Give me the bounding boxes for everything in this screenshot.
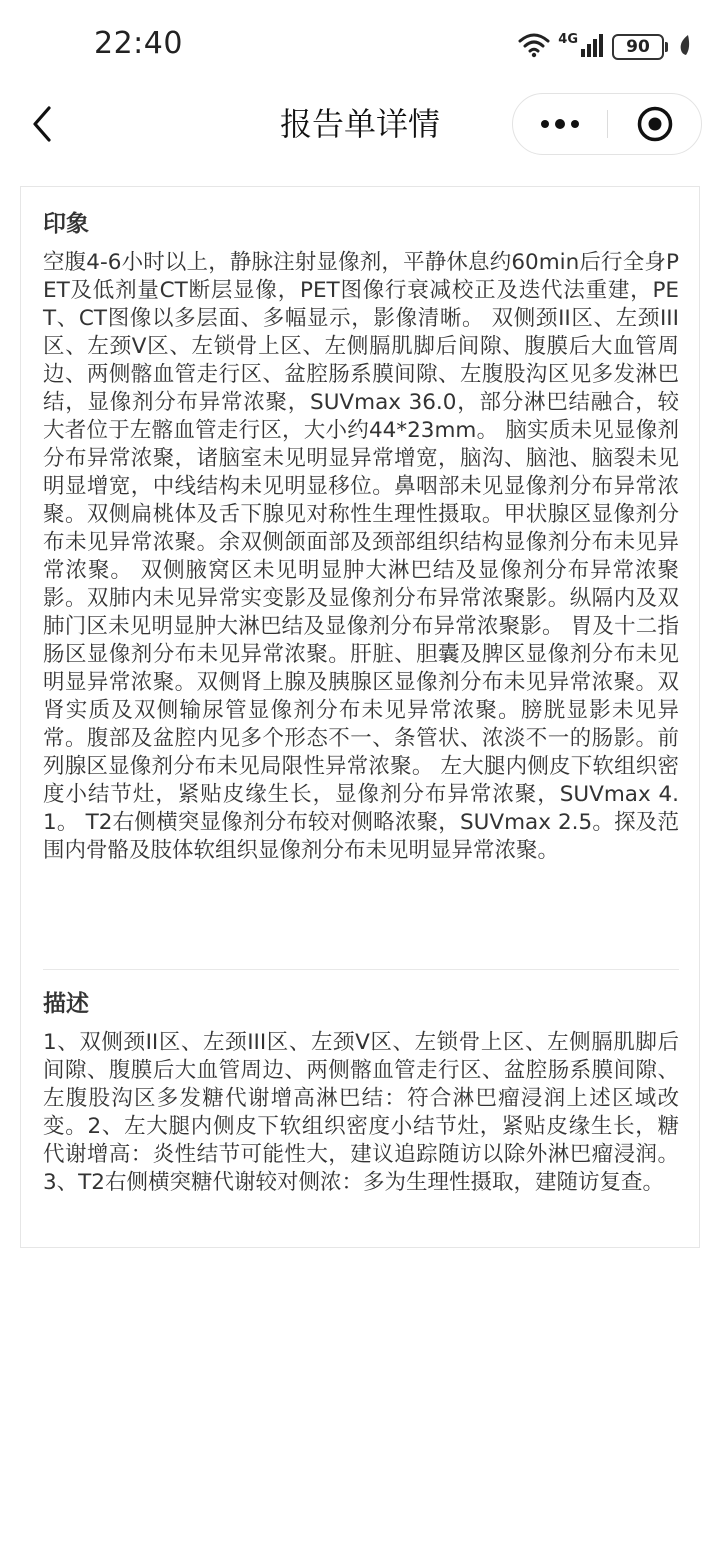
- description-heading: 描述: [43, 991, 89, 1017]
- report-card: [20, 186, 700, 1248]
- description-section: [43, 987, 679, 1197]
- section-divider: [43, 969, 679, 970]
- status-bar: [0, 0, 720, 90]
- more-button[interactable]: [513, 94, 607, 154]
- page-title: 报告单详情: [279, 105, 440, 143]
- more-dots-icon: [540, 118, 580, 130]
- status-time: 22:40: [94, 26, 183, 61]
- target-close-icon: [636, 105, 674, 143]
- signal-icon: [580, 32, 604, 62]
- status-icons: [518, 30, 692, 64]
- impression-heading: 印象: [43, 211, 89, 237]
- impression-section: [43, 207, 679, 865]
- wifi-icon: [518, 32, 550, 62]
- close-mini-program-button[interactable]: [609, 94, 701, 154]
- description-text: 1、双侧颈II区、左颈III区、左颈V区、左锁骨上区、左侧膈肌脚后间隙、腹膜后大血管周边、两侧髂血管走行区、盆腔肠系膜间隙、左腹股沟区多发糖代谢增高淋巴结：符合淋巴瘤浸润上述区域改变。2、左大腿内侧皮下软组织密度小结节灶，紧贴皮缘生长，糖代谢增高：炎性结节可能性大，建议追踪随访以除外淋巴瘤浸润。3、T2右侧横突糖代谢较对侧浓：多为生理性摄取，建随访复查。: [43, 1030, 679, 1195]
- impression-text: 空腹4-6小时以上，静脉注射显像剂，平静休息约60min后行全身PET及低剂量CT断层显像，PET图像行衰减校正及迭代法重建，PET、CT图像以多层面、多幅显示，影像清晰。 双侧颈II区、左颈III区、左颈V区、左锁骨上区、左侧膈肌脚后间隙、腹膜后大血管周边、两侧髂血管走行区、盆腔肠系膜间隙、左腹股沟区见多发淋巴结，显像剂分布异常浓聚，SUVmax 36.0，部分淋巴结融合，较大者位于左髂血管走行区，大小约44*23mm。 脑实质未见显像剂分布异常浓聚，诸脑室未见明显异常增宽，脑沟、脑池、脑裂未见明显增宽，中线结构未见明显移位。鼻咽部未见显像剂分布异常浓聚。双侧扁桃体及舌下腺见对称性生理性摄取。甲状腺区显像剂分布未见异常浓聚。余双侧颌面部及颈部组织结构显像剂分布未见异常浓聚。 双侧腋窝区未见明显肿大淋巴结及显像剂分布异常浓聚影。双肺内未见异常实变影及显像剂分布异常浓聚影。纵隔内及双肺门区未见明显肿大淋巴结及显像剂分布异常浓聚影。 胃及十二指肠区显像剂分布未见异常浓聚。肝脏、胆囊及脾区显像剂分布未见明显异常浓聚。双侧肾上腺及胰腺区显像剂分布未见异常浓聚。双肾实质及双侧输尿管显像剂分布未见异常浓聚。膀胱显影未见异常。腹部及盆腔内见多个形态不一、条管状、浓淡不一的肠影。前列腺区显像剂分布未见局限性异常浓聚。 左大腿内侧皮下软组织密度小结节灶，紧贴皮缘生长，显像剂分布异常浓聚，SUVmax 4.1。 T2右侧横突显像剂分布较对侧略浓聚，SUVmax 2.5。探及范围内骨骼及肢体软组织显像剂分布未见明显异常浓聚。: [43, 250, 679, 863]
- mini-program-capsule: [512, 93, 702, 155]
- leaf-icon: [678, 34, 692, 60]
- battery-icon: 90: [612, 34, 664, 60]
- capsule-divider: [607, 110, 608, 138]
- network-type-label: 4G: [558, 31, 578, 47]
- nav-bar: [0, 90, 720, 158]
